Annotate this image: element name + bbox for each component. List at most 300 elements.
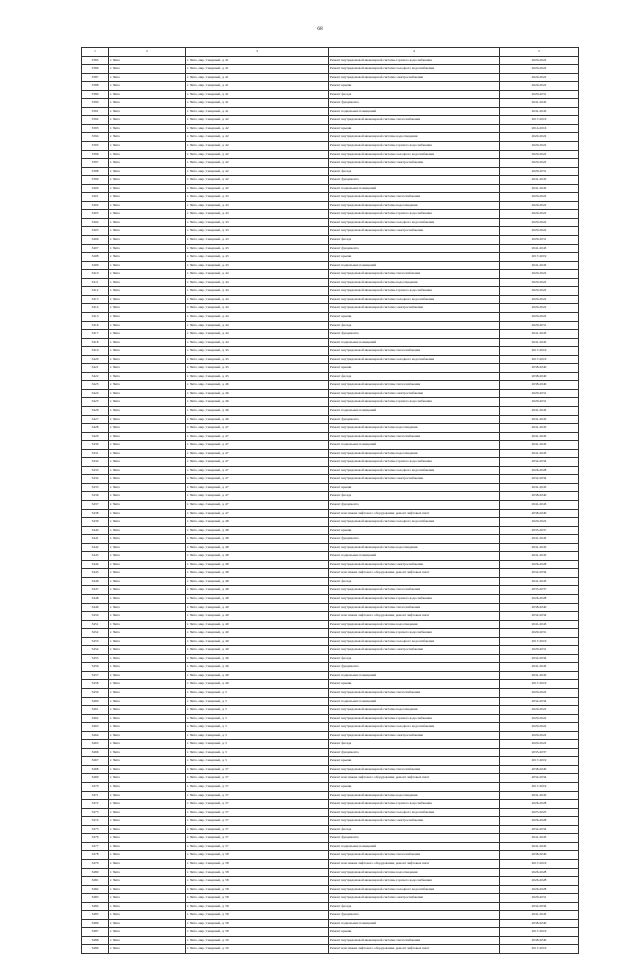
address-cell: г. Чита, мкр. Северный, д. 46 — [186, 381, 329, 390]
address-cell: г. Чита, мкр. Северный, д. 42 — [186, 184, 329, 193]
table-row — [82, 458, 579, 467]
work-type-cell: Ремонт внутридомовой инженерной системы электроснабжения — [329, 304, 500, 313]
municipality-cell: г. Чита — [109, 295, 186, 304]
municipality-cell: г. Чита — [109, 577, 186, 586]
work-type-cell: Ремонт или замена лифтового оборудования, ремонт лифтовых шахт — [329, 569, 500, 578]
work-type-cell: Ремонт внутридомовой инженерной системы водоотведения — [329, 791, 500, 800]
row-number-cell: 3489 — [82, 945, 109, 954]
table-row — [82, 107, 579, 116]
row-number-cell: 3452 — [82, 629, 109, 638]
address-cell: г. Чита, мкр. Северный, д. 43 — [186, 227, 329, 236]
period-cell: 2038-2040 — [500, 919, 579, 928]
table-row — [82, 116, 579, 125]
row-number-cell: 3474 — [82, 817, 109, 826]
period-cell: 2035-2037 — [500, 748, 579, 757]
table-row — [82, 492, 579, 501]
row-number-cell: 3422 — [82, 372, 109, 381]
work-type-cell: Ремонт внутридомовой инженерной системы водоотведения — [329, 424, 500, 433]
municipality-cell: г. Чита — [109, 765, 186, 774]
municipality-cell: г. Чита — [109, 825, 186, 834]
municipality-cell: г. Чита — [109, 253, 186, 262]
table-row — [82, 800, 579, 809]
row-number-cell: 3391 — [82, 107, 109, 116]
work-type-cell: Ремонт внутридомовой инженерной системы электроснабжения — [329, 159, 500, 168]
row-number-cell: 3427 — [82, 415, 109, 424]
row-number-cell: 3445 — [82, 569, 109, 578]
table-row — [82, 389, 579, 398]
municipality-cell: г. Чита — [109, 637, 186, 646]
row-number-cell: 3414 — [82, 304, 109, 313]
municipality-cell: г. Чита — [109, 150, 186, 159]
table-row — [82, 543, 579, 552]
table-row — [82, 740, 579, 749]
municipality-cell: г. Чита — [109, 90, 186, 99]
municipality-cell: г. Чита — [109, 911, 186, 920]
address-cell: г. Чита, мкр. Северный, д. 48 — [186, 560, 329, 569]
work-type-cell: Ремонт фундамента — [329, 748, 500, 757]
address-cell: г. Чита, мкр. Северный, д. 45 — [186, 347, 329, 356]
municipality-cell: г. Чита — [109, 355, 186, 364]
table-row — [82, 706, 579, 715]
table-row — [82, 646, 579, 655]
municipality-cell: г. Чита — [109, 808, 186, 817]
work-type-cell: Ремонт внутридомовой инженерной системы горячего водоснабжения — [329, 287, 500, 296]
table-row — [82, 347, 579, 356]
period-cell: 2041-2043 — [500, 424, 579, 433]
address-cell: г. Чита, мкр. Северный, д. 58 — [186, 894, 329, 903]
table-row — [82, 475, 579, 484]
row-number-cell: 3467 — [82, 757, 109, 766]
address-cell: г. Чита, мкр. Северный, д. 47 — [186, 492, 329, 501]
row-number-cell: 3417 — [82, 330, 109, 339]
work-type-cell: Ремонт внутридомовой инженерной системы горячего водоснабжения — [329, 800, 500, 809]
work-type-cell: Ремонт крыши — [329, 82, 500, 91]
period-cell: 2017-2019 — [500, 116, 579, 125]
address-cell: г. Чита, мкр. Северный, д. 43 — [186, 218, 329, 227]
municipality-cell: г. Чита — [109, 671, 186, 680]
table-row — [82, 82, 579, 91]
work-type-cell: Ремонт внутридомовой инженерной системы теплоснабжения — [329, 270, 500, 279]
address-cell: г. Чита, мкр. Северный, д. 46 — [186, 415, 329, 424]
period-cell: 2017-2019 — [500, 945, 579, 954]
row-number-cell: 3408 — [82, 253, 109, 262]
period-cell: 2041-2043 — [500, 441, 579, 450]
municipality-cell: г. Чита — [109, 65, 186, 74]
table-row — [82, 689, 579, 698]
work-type-cell: Ремонт подвальных помещений — [329, 842, 500, 851]
row-number-cell: 3444 — [82, 560, 109, 569]
row-number-cell: 3451 — [82, 620, 109, 629]
work-type-cell: Ремонт внутридомовой инженерной системы теплоснабжения — [329, 116, 500, 125]
work-type-cell: Ремонт внутридомовой инженерной системы холодного водоснабжения — [329, 466, 500, 475]
period-cell: 2020-2022 — [500, 133, 579, 142]
table-row — [82, 193, 579, 202]
table-row — [82, 723, 579, 732]
municipality-cell: г. Чита — [109, 381, 186, 390]
table-row — [82, 842, 579, 851]
table-row — [82, 945, 579, 954]
address-cell: г. Чита, мкр. Северный, д. 48 — [186, 526, 329, 535]
work-type-cell: Ремонт внутридомовой инженерной системы электроснабжения — [329, 560, 500, 569]
period-cell: 2032-2034 — [500, 825, 579, 834]
address-cell: г. Чита, мкр. Северный, д. 49 — [186, 680, 329, 689]
work-type-cell: Ремонт внутридомовой инженерной системы горячего водоснабжения — [329, 714, 500, 723]
address-cell: г. Чита, мкр. Северный, д. 49 — [186, 663, 329, 672]
row-number-cell: 3421 — [82, 364, 109, 373]
work-type-cell: Ремонт подвальных помещений — [329, 184, 500, 193]
table-row — [82, 612, 579, 621]
period-cell: 2020-2022 — [500, 689, 579, 698]
period-cell: 2017-2019 — [500, 355, 579, 364]
work-type-cell: Ремонт или замена лифтового оборудования, ремонт лифтовых шахт — [329, 612, 500, 621]
row-number-cell: 3476 — [82, 834, 109, 843]
row-number-cell: 3488 — [82, 936, 109, 945]
address-cell: г. Чита, мкр. Северный, д. 41 — [186, 99, 329, 108]
work-type-cell: Ремонт внутридомовой инженерной системы холодного водоснабжения — [329, 808, 500, 817]
address-cell: г. Чита, мкр. Северный, д. 41 — [186, 56, 329, 65]
address-cell: г. Чита, мкр. Северный, д. 47 — [186, 466, 329, 475]
address-cell: г. Чита, мкр. Северный, д. 49 — [186, 603, 329, 612]
row-number-cell: 3472 — [82, 800, 109, 809]
period-cell: 2017-2019 — [500, 783, 579, 792]
work-type-cell: Ремонт фасада — [329, 167, 500, 176]
address-cell: г. Чита, мкр. Северный, д. 49 — [186, 620, 329, 629]
address-cell: г. Чита, мкр. Северный, д. 49 — [186, 612, 329, 621]
table-row — [82, 330, 579, 339]
row-number-cell: 3400 — [82, 184, 109, 193]
table-row — [82, 500, 579, 509]
work-type-cell: Ремонт внутридомовой инженерной системы холодного водоснабжения — [329, 150, 500, 159]
period-cell: 2041-2043 — [500, 577, 579, 586]
municipality-cell: г. Чита — [109, 654, 186, 663]
row-number-cell: 3455 — [82, 654, 109, 663]
row-number-cell: 3424 — [82, 389, 109, 398]
municipality-cell: г. Чита — [109, 500, 186, 509]
column-number-header: 5 — [500, 48, 579, 57]
work-type-cell: Ремонт внутридомовой инженерной системы холодного водоснабжения — [329, 518, 500, 527]
row-number-cell: 3429 — [82, 432, 109, 441]
table-row — [82, 885, 579, 894]
work-type-cell: Ремонт внутридомовой инженерной системы водоотведения — [329, 449, 500, 458]
municipality-cell: г. Чита — [109, 697, 186, 706]
period-cell: 2020-2022 — [500, 287, 579, 296]
municipality-cell: г. Чита — [109, 543, 186, 552]
row-number-cell: 3457 — [82, 671, 109, 680]
row-number-cell: 3397 — [82, 159, 109, 168]
work-type-cell: Ремонт фундамента — [329, 535, 500, 544]
page-number: 68 — [317, 26, 323, 32]
address-cell: г. Чита, мкр. Северный, д. 58 — [186, 885, 329, 894]
row-number-cell: 3482 — [82, 885, 109, 894]
row-number-cell: 3410 — [82, 270, 109, 279]
address-cell: г. Чита, мкр. Северный, д. 49 — [186, 646, 329, 655]
period-cell: 2020-2022 — [500, 740, 579, 749]
table-row — [82, 261, 579, 270]
period-cell: 2020-2022 — [500, 227, 579, 236]
row-number-cell: 3431 — [82, 449, 109, 458]
row-number-cell: 3459 — [82, 689, 109, 698]
period-cell: 2026-2028 — [500, 595, 579, 604]
period-cell: 2041-2043 — [500, 552, 579, 561]
municipality-cell: г. Чита — [109, 620, 186, 629]
table-row — [82, 133, 579, 142]
registry-table — [81, 47, 579, 954]
address-cell: г. Чита, мкр. Северный, д. 47 — [186, 449, 329, 458]
work-type-cell: Ремонт внутридомовой инженерной системы теплоснабжения — [329, 936, 500, 945]
work-type-cell: Ремонт подвальных помещений — [329, 441, 500, 450]
row-number-cell: 3450 — [82, 612, 109, 621]
address-cell: г. Чита, мкр. Северный, д. 46 — [186, 406, 329, 415]
municipality-cell: г. Чита — [109, 304, 186, 313]
address-cell: г. Чита, мкр. Северный, д. 48 — [186, 543, 329, 552]
row-number-cell: 3394 — [82, 133, 109, 142]
row-number-cell: 3411 — [82, 278, 109, 287]
municipality-cell: г. Чита — [109, 945, 186, 954]
address-cell: г. Чита, мкр. Северный, д. 42 — [186, 124, 329, 133]
table-row — [82, 629, 579, 638]
column-number-header: 3 — [186, 48, 329, 57]
municipality-cell: г. Чита — [109, 466, 186, 475]
period-cell: 2041-2043 — [500, 671, 579, 680]
table-row — [82, 877, 579, 886]
municipality-cell: г. Чита — [109, 364, 186, 373]
address-cell: г. Чита, мкр. Северный, д. 48 — [186, 586, 329, 595]
address-cell: г. Чита, мкр. Северный, д. 58 — [186, 859, 329, 868]
address-cell: г. Чита, мкр. Северный, д. 57 — [186, 817, 329, 826]
work-type-cell: Ремонт фасада — [329, 577, 500, 586]
table-row — [82, 569, 579, 578]
table-row — [82, 868, 579, 877]
period-cell: 2026-2028 — [500, 868, 579, 877]
row-number-cell: 3419 — [82, 347, 109, 356]
work-type-cell: Ремонт крыши — [329, 680, 500, 689]
row-number-cell: 3484 — [82, 902, 109, 911]
work-type-cell: Ремонт крыши — [329, 526, 500, 535]
table-row — [82, 184, 579, 193]
address-cell: г. Чита, мкр. Северный, д. 48 — [186, 577, 329, 586]
municipality-cell: г. Чита — [109, 706, 186, 715]
period-cell: 2029-2031 — [500, 389, 579, 398]
municipality-cell: г. Чита — [109, 287, 186, 296]
period-cell: 2032-2034 — [500, 475, 579, 484]
registry-table-body — [82, 48, 579, 954]
municipality-cell: г. Чита — [109, 338, 186, 347]
row-number-cell: 3463 — [82, 723, 109, 732]
row-number-cell: 3405 — [82, 227, 109, 236]
work-type-cell: Ремонт внутридомовой инженерной системы электроснабжения — [329, 475, 500, 484]
work-type-cell: Ремонт внутридомовой инженерной системы электроснабжения — [329, 73, 500, 82]
address-cell: г. Чита, мкр. Северный, д. 5 — [186, 723, 329, 732]
work-type-cell: Ремонт крыши — [329, 757, 500, 766]
work-type-cell: Ремонт подвальных помещений — [329, 697, 500, 706]
municipality-cell: г. Чита — [109, 586, 186, 595]
municipality-cell: г. Чита — [109, 919, 186, 928]
address-cell: г. Чита, мкр. Северный, д. 47 — [186, 483, 329, 492]
table-row — [82, 560, 579, 569]
address-cell: г. Чита, мкр. Северный, д. 48 — [186, 595, 329, 604]
period-cell: 2020-2022 — [500, 193, 579, 202]
municipality-cell: г. Чита — [109, 740, 186, 749]
address-cell: г. Чита, мкр. Северный, д. 44 — [186, 321, 329, 330]
work-type-cell: Ремонт внутридомовой инженерной системы горячего водоснабжения — [329, 210, 500, 219]
work-type-cell: Ремонт фундамента — [329, 500, 500, 509]
work-type-cell: Ремонт фасада — [329, 321, 500, 330]
address-cell: г. Чита, мкр. Северный, д. 45 — [186, 355, 329, 364]
work-type-cell: Ремонт внутридомовой инженерной системы водоотведения — [329, 706, 500, 715]
work-type-cell: Ремонт фундамента — [329, 99, 500, 108]
address-cell: г. Чита, мкр. Северный, д. 5 — [186, 689, 329, 698]
row-number-cell: 3386 — [82, 65, 109, 74]
address-cell: г. Чита, мкр. Северный, д. 44 — [186, 287, 329, 296]
work-type-cell: Ремонт фасада — [329, 902, 500, 911]
period-cell: 2041-2043 — [500, 432, 579, 441]
period-cell: 2020-2022 — [500, 65, 579, 74]
municipality-cell: г. Чита — [109, 526, 186, 535]
table-row — [82, 287, 579, 296]
table-row — [82, 201, 579, 210]
row-number-cell: 3480 — [82, 868, 109, 877]
row-number-cell: 3468 — [82, 765, 109, 774]
table-row — [82, 518, 579, 527]
work-type-cell: Ремонт внутридомовой инженерной системы водоотведения — [329, 868, 500, 877]
period-cell: 2041-2043 — [500, 107, 579, 116]
work-type-cell: Ремонт фундамента — [329, 663, 500, 672]
address-cell: г. Чита, мкр. Северный, д. 5 — [186, 714, 329, 723]
table-row — [82, 449, 579, 458]
period-cell: 2032-2034 — [500, 902, 579, 911]
period-cell: 2041-2043 — [500, 330, 579, 339]
table-row — [82, 731, 579, 740]
work-type-cell: Ремонт фасада — [329, 654, 500, 663]
municipality-cell: г. Чита — [109, 193, 186, 202]
address-cell: г. Чита, мкр. Северный, д. 41 — [186, 90, 329, 99]
work-type-cell: Ремонт подвальных помещений — [329, 261, 500, 270]
work-type-cell: Ремонт крыши — [329, 124, 500, 133]
period-cell: 2041-2043 — [500, 449, 579, 458]
municipality-cell: г. Чита — [109, 321, 186, 330]
address-cell: г. Чита, мкр. Северный, д. 46 — [186, 389, 329, 398]
work-type-cell: Ремонт внутридомовой инженерной системы горячего водоснабжения — [329, 629, 500, 638]
table-row — [82, 415, 579, 424]
period-cell: 2029-2031 — [500, 90, 579, 99]
period-cell: 2017-2019 — [500, 680, 579, 689]
work-type-cell: Ремонт внутридомовой инженерной системы водоотведения — [329, 278, 500, 287]
table-row — [82, 372, 579, 381]
period-cell: 2020-2022 — [500, 82, 579, 91]
municipality-cell: г. Чита — [109, 791, 186, 800]
table-row — [82, 859, 579, 868]
work-type-cell: Ремонт внутридомовой инженерной системы водоотведения — [329, 543, 500, 552]
municipality-cell: г. Чита — [109, 56, 186, 65]
work-type-cell: Ремонт внутридомовой инженерной системы горячего водоснабжения — [329, 142, 500, 151]
work-type-cell: Ремонт внутридомовой инженерной системы теплоснабжения — [329, 689, 500, 698]
work-type-cell: Ремонт внутридомовой инженерной системы водоотведения — [329, 133, 500, 142]
municipality-cell: г. Чита — [109, 210, 186, 219]
municipality-cell: г. Чита — [109, 107, 186, 116]
row-number-cell: 3395 — [82, 142, 109, 151]
period-cell: 2020-2022 — [500, 312, 579, 321]
municipality-cell: г. Чита — [109, 82, 186, 91]
period-cell: 2041-2043 — [500, 620, 579, 629]
municipality-cell: г. Чита — [109, 518, 186, 527]
row-number-cell: 3426 — [82, 406, 109, 415]
work-type-cell: Ремонт внутридомовой инженерной системы электроснабжения — [329, 389, 500, 398]
address-cell: г. Чита, мкр. Северный, д. 58 — [186, 911, 329, 920]
work-type-cell: Ремонт подвальных помещений — [329, 919, 500, 928]
row-number-cell: 3487 — [82, 928, 109, 937]
table-row — [82, 398, 579, 407]
row-number-cell: 3475 — [82, 825, 109, 834]
municipality-cell: г. Чита — [109, 663, 186, 672]
work-type-cell: Ремонт внутридомовой инженерной системы электроснабжения — [329, 894, 500, 903]
row-number-cell: 3453 — [82, 637, 109, 646]
table-row — [82, 919, 579, 928]
municipality-cell: г. Чита — [109, 424, 186, 433]
row-number-cell: 3418 — [82, 338, 109, 347]
municipality-cell: г. Чита — [109, 227, 186, 236]
table-row — [82, 124, 579, 133]
table-row — [82, 176, 579, 185]
row-number-cell: 3413 — [82, 295, 109, 304]
period-cell: 2029-2031 — [500, 321, 579, 330]
address-cell: г. Чита, мкр. Северный, д. 58 — [186, 877, 329, 886]
table-row — [82, 526, 579, 535]
table-row — [82, 65, 579, 74]
row-number-cell: 3420 — [82, 355, 109, 364]
work-type-cell: Ремонт внутридомовой инженерной системы водоотведения — [329, 620, 500, 629]
municipality-cell: г. Чита — [109, 834, 186, 843]
address-cell: г. Чита, мкр. Северный, д. 41 — [186, 82, 329, 91]
row-number-cell: 3433 — [82, 466, 109, 475]
table-row — [82, 808, 579, 817]
address-cell: г. Чита, мкр. Северный, д. 46 — [186, 398, 329, 407]
municipality-cell: г. Чита — [109, 894, 186, 903]
row-number-cell: 3430 — [82, 441, 109, 450]
address-cell: г. Чита, мкр. Северный, д. 43 — [186, 253, 329, 262]
table-row — [82, 167, 579, 176]
table-row — [82, 312, 579, 321]
address-cell: г. Чита, мкр. Северный, д. 44 — [186, 278, 329, 287]
address-cell: г. Чита, мкр. Северный, д. 58 — [186, 902, 329, 911]
period-cell: 2020-2022 — [500, 56, 579, 65]
address-cell: г. Чита, мкр. Северный, д. 58 — [186, 851, 329, 860]
municipality-cell: г. Чита — [109, 817, 186, 826]
row-number-cell: 3465 — [82, 740, 109, 749]
period-cell: 2038-2040 — [500, 509, 579, 518]
period-cell: 2014-2016 — [500, 124, 579, 133]
municipality-cell: г. Чита — [109, 723, 186, 732]
row-number-cell: 3478 — [82, 851, 109, 860]
row-number-cell: 3438 — [82, 509, 109, 518]
work-type-cell: Ремонт внутридомовой инженерной системы теплоснабжения — [329, 193, 500, 202]
municipality-cell: г. Чита — [109, 757, 186, 766]
work-type-cell: Ремонт крыши — [329, 312, 500, 321]
row-number-cell: 3466 — [82, 748, 109, 757]
row-number-cell: 3425 — [82, 398, 109, 407]
row-number-cell: 3483 — [82, 894, 109, 903]
address-cell: г. Чита, мкр. Северный, д. 47 — [186, 509, 329, 518]
address-cell: г. Чита, мкр. Северный, д. 57 — [186, 834, 329, 843]
municipality-cell: г. Чита — [109, 928, 186, 937]
period-cell: 2035-2037 — [500, 526, 579, 535]
table-header-row — [82, 48, 579, 57]
row-number-cell: 3446 — [82, 577, 109, 586]
work-type-cell: Ремонт фундамента — [329, 415, 500, 424]
row-number-cell: 3456 — [82, 663, 109, 672]
row-number-cell: 3461 — [82, 706, 109, 715]
period-cell: 2020-2022 — [500, 150, 579, 159]
work-type-cell: Ремонт внутридомовой инженерной системы электроснабжения — [329, 731, 500, 740]
